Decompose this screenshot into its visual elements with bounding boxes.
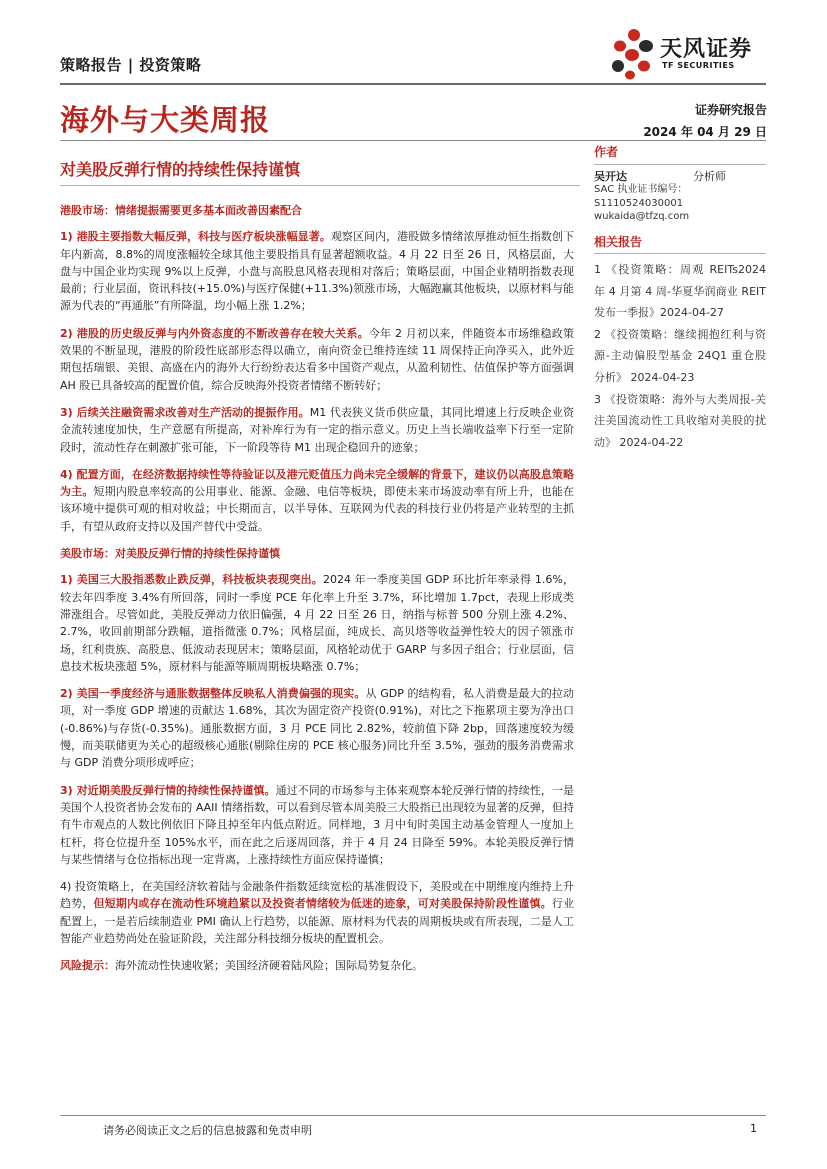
logo-mark-icon bbox=[610, 28, 658, 80]
paragraph-body: 4) 投资策略上，在美国经济软着陆与金融条件指数延续宽松的基准假设下，美股或在中期维度内维持上升趋势， bbox=[60, 880, 574, 911]
risk-warning bbox=[60, 957, 574, 974]
related-heading: 相关报告 bbox=[594, 236, 766, 255]
paragraph-lead: 4) 配置方面，在经济数据持续性等待验证以及港元贬值压力尚未完全缓解的背景下，建议仍以高股息策略为主。 bbox=[60, 467, 574, 499]
page-number: 1 bbox=[750, 1122, 757, 1135]
paragraph-lead: 2) 港股的历史级反弹与内外资态度的不断改善存在较大关系。 bbox=[60, 326, 369, 340]
paragraph-body: 今年 2 月初以来，伴随资本市场维稳政策效果的不断显现，港股的阶段性底部形态得以确立，南向资金已维持连续 11 周保持正向净买入，此外近期包括瑞银、美银、高盛在内的海外大行纷纷表达看多中国资产观点，从盈利韧性、估值保护等方面强调 AH 股已具备较高的配置价值，综合反映海外投资者情绪不断转好； bbox=[60, 326, 574, 392]
related-report-item[interactable]: 3 《投资策略：海外与大类周报-关注美国流动性工具收缩对美股的扰动》 2024-04-22 bbox=[594, 392, 766, 449]
section-heading-hk: 港股市场：情绪提振需要更多基本面改善因素配合 bbox=[60, 204, 302, 217]
paragraph-hk-1 bbox=[60, 228, 574, 314]
paragraph-lead: 1) 美国三大股指悉数止跌反弹，科技板块表现突出。 bbox=[60, 573, 323, 587]
paragraph-us-1 bbox=[60, 571, 574, 675]
related-report-item[interactable]: 1 《投资策略：周观 REITs2024 年 4 月第 4 周-华夏华润商业 REIT 发布一季报》2024-04-27 bbox=[594, 263, 766, 320]
related-report-item[interactable]: 2 《投资策略：继续拥抱红利与资源-主动偏股型基金 24Q1 重仓股分析》 2024-04-23 bbox=[594, 327, 766, 384]
author-name: 吴开达 bbox=[594, 169, 627, 183]
main-content bbox=[60, 198, 574, 985]
author-heading: 作者 bbox=[594, 146, 766, 165]
paragraph-us-4 bbox=[60, 878, 574, 947]
paragraph-emphasis: 但短期内或存在流动性环境趋紧以及投资者情绪较为低迷的迹象，可对美股保持阶段性谨慎。 bbox=[93, 897, 552, 911]
paragraph-lead: 1) 港股主要指数大幅反弹，科技与医疗板块涨幅显著。 bbox=[60, 230, 331, 244]
title-divider bbox=[60, 140, 766, 141]
paragraph-lead: 2) 美国一季度经济与通胀数据整体反映私人消费偏强的现实。 bbox=[60, 687, 366, 701]
header-divider bbox=[60, 83, 766, 85]
paragraph-us-2 bbox=[60, 685, 574, 771]
paragraph-body: 观察区间内，港股做多情绪浓厚推动恒生指数创下年内新高，8.8%的周度涨幅较全球其他主要股指具有显著超额收益。4 月 22 日至 26 日，风格层面，大盘与中国企业均实现 9%以上反弹，小盘与高股息风格表现相对落后；策略层面，中国企业精明指数表现最前；行业层面，资讯科技(+15.0%)与医疗保健(+11.3%)领涨市场，大幅跑赢其他板块，以原材料与能源为代表的“再通胀”有所降温，均小幅上涨 1.2%； bbox=[60, 230, 575, 313]
paragraph-body: 行业配置上，一是若后续制造业 PMI 确认上行趋势，以能源、原材料为代表的周期板块或有所表现，二是人工智能产业趋势尚处在验证阶段，关注部分科技细分板块的配置机会。 bbox=[60, 897, 575, 945]
logo-text-cn: 天风证券 bbox=[660, 37, 753, 62]
paragraph-hk-4 bbox=[60, 466, 574, 535]
author-email[interactable]: wukaida@tfzq.com bbox=[594, 211, 690, 222]
paragraph-lead: 3) 对近期美股反弹行情的持续性保持谨慎。 bbox=[60, 783, 276, 797]
subtitle-divider bbox=[60, 185, 580, 186]
author-row bbox=[594, 170, 766, 184]
sac-number: S1110524030001 bbox=[594, 197, 684, 209]
logo-text-en: TF SECURITIES bbox=[662, 61, 735, 70]
report-category: 策略报告 | 投资策略 bbox=[60, 56, 202, 74]
paragraph-hk-2 bbox=[60, 325, 574, 394]
paragraph-body: 通过不同的市场参与主体来观察本轮反弹行情的持续性，一是美国个人投资者协会发布的 AAII 情绪指数，可以看到尽管本周美股三大股指已出现较为显著的反弹，但持有牛市观点的人数比例依旧下降且掉至年内低点附近。同样地，3 月中旬时美国主动基金管理人一度加上杠杆，将仓位提升至 105%水平，而在此之后逐周回落，并于 4 月 24 日降至 59%。本轮美股反弹行情与某些情绪与仓位指标出现一定背离，上涨持续性方面应保持谨慎； bbox=[60, 783, 574, 866]
section-heading-us: 美股市场：对美股反弹行情的持续性保持谨慎 bbox=[60, 547, 280, 561]
paragraph-us-3 bbox=[60, 782, 574, 868]
sidebar bbox=[594, 146, 766, 453]
paragraph-body: 从 GDP 的结构看，私人消费是最大的拉动项，对一季度 GDP 增速的贡献达 1.68%，其次为固定资产投资(0.91%)，对比之下拖累项主要为净出口(-0.86%)与存货(-0.35%)。通胀数据方面，3 月 PCE 同比 2.82%，较前值下降 2bp，回落速度较为缓慢，而美联储更为关心的超级核心通胀(剔除住房的 PCE 核心服务)同比升至 3.5%，强劲的服务消费需求与 GDP 消费分项形成呼应； bbox=[60, 687, 574, 770]
company-logo bbox=[610, 28, 770, 80]
paragraph-hk-3 bbox=[60, 404, 574, 456]
paragraph-body: M1 代表狭义货币供应量，其同比增速上行反映企业资金流转速度加快，生产意愿有所提高，对补库行为有一定的指示意义。历史上当长端收益率下行至一定阶段时，流动性存在刺激扩张可能，下一阶段等待 M1 出现企稳回升的迹象； bbox=[60, 405, 574, 454]
sac-label: SAC 执业证书编号： bbox=[594, 184, 688, 195]
report-subtitle: 对美股反弹行情的持续性保持谨慎 bbox=[60, 160, 301, 179]
paragraph-body: 2024 年一季度美国 GDP 环比折年率录得 1.6%，较去年四季度 3.4%有所回落，同时一季度 PCE 年化率上升至 3.7%，环比增加 1.7pct，表现上形成类滞涨组合。尽管如此，美股反弹动力依旧偏强，4 月 22 日至 26 日，纳指与标普 500 分别上涨 4.2%、2.7%，收回前期部分跌幅，道指微涨 0.7%；风格层面，纯成长、高贝塔等收益弹性较大的因子领涨市场，红利贵族、高股息、低波动表现居末；策略层面，风格轮动优于 GARP 与多因子组合；行业层面，信息技术板块涨超 5%，原材料与能源等顺周期板块略涨 0.7%； bbox=[60, 573, 574, 673]
paragraph-lead: 3) 后续关注融资需求改善对生产活动的提振作用。 bbox=[60, 405, 310, 419]
footer-divider bbox=[60, 1115, 766, 1116]
related-reports bbox=[594, 236, 766, 454]
page-title: 海外与大类周报 bbox=[60, 103, 271, 137]
risk-label: 风险提示： bbox=[60, 959, 115, 973]
author-title: 分析师 bbox=[693, 169, 726, 183]
report-type: 证券研究报告 bbox=[694, 103, 767, 117]
risk-text: 海外流动性快速收紧；美国经济硬着陆风险；国际局势复杂化。 bbox=[115, 959, 423, 973]
footer-disclaimer: 请务必阅读正文之后的信息披露和免责申明 bbox=[103, 1124, 312, 1137]
report-date: 2024 年 04 月 29 日 bbox=[643, 125, 767, 139]
paragraph-body: 短期内股息率较高的公用事业、能源、金融、电信等板块，即使未来市场波动率有所上升，也能在该环境中提供可观的相对收益；中长期而言，以半导体、互联网为代表的科技行业仍将是产业转型的主抓手，有望从政府支持以及国产替代中受益。 bbox=[60, 485, 575, 533]
